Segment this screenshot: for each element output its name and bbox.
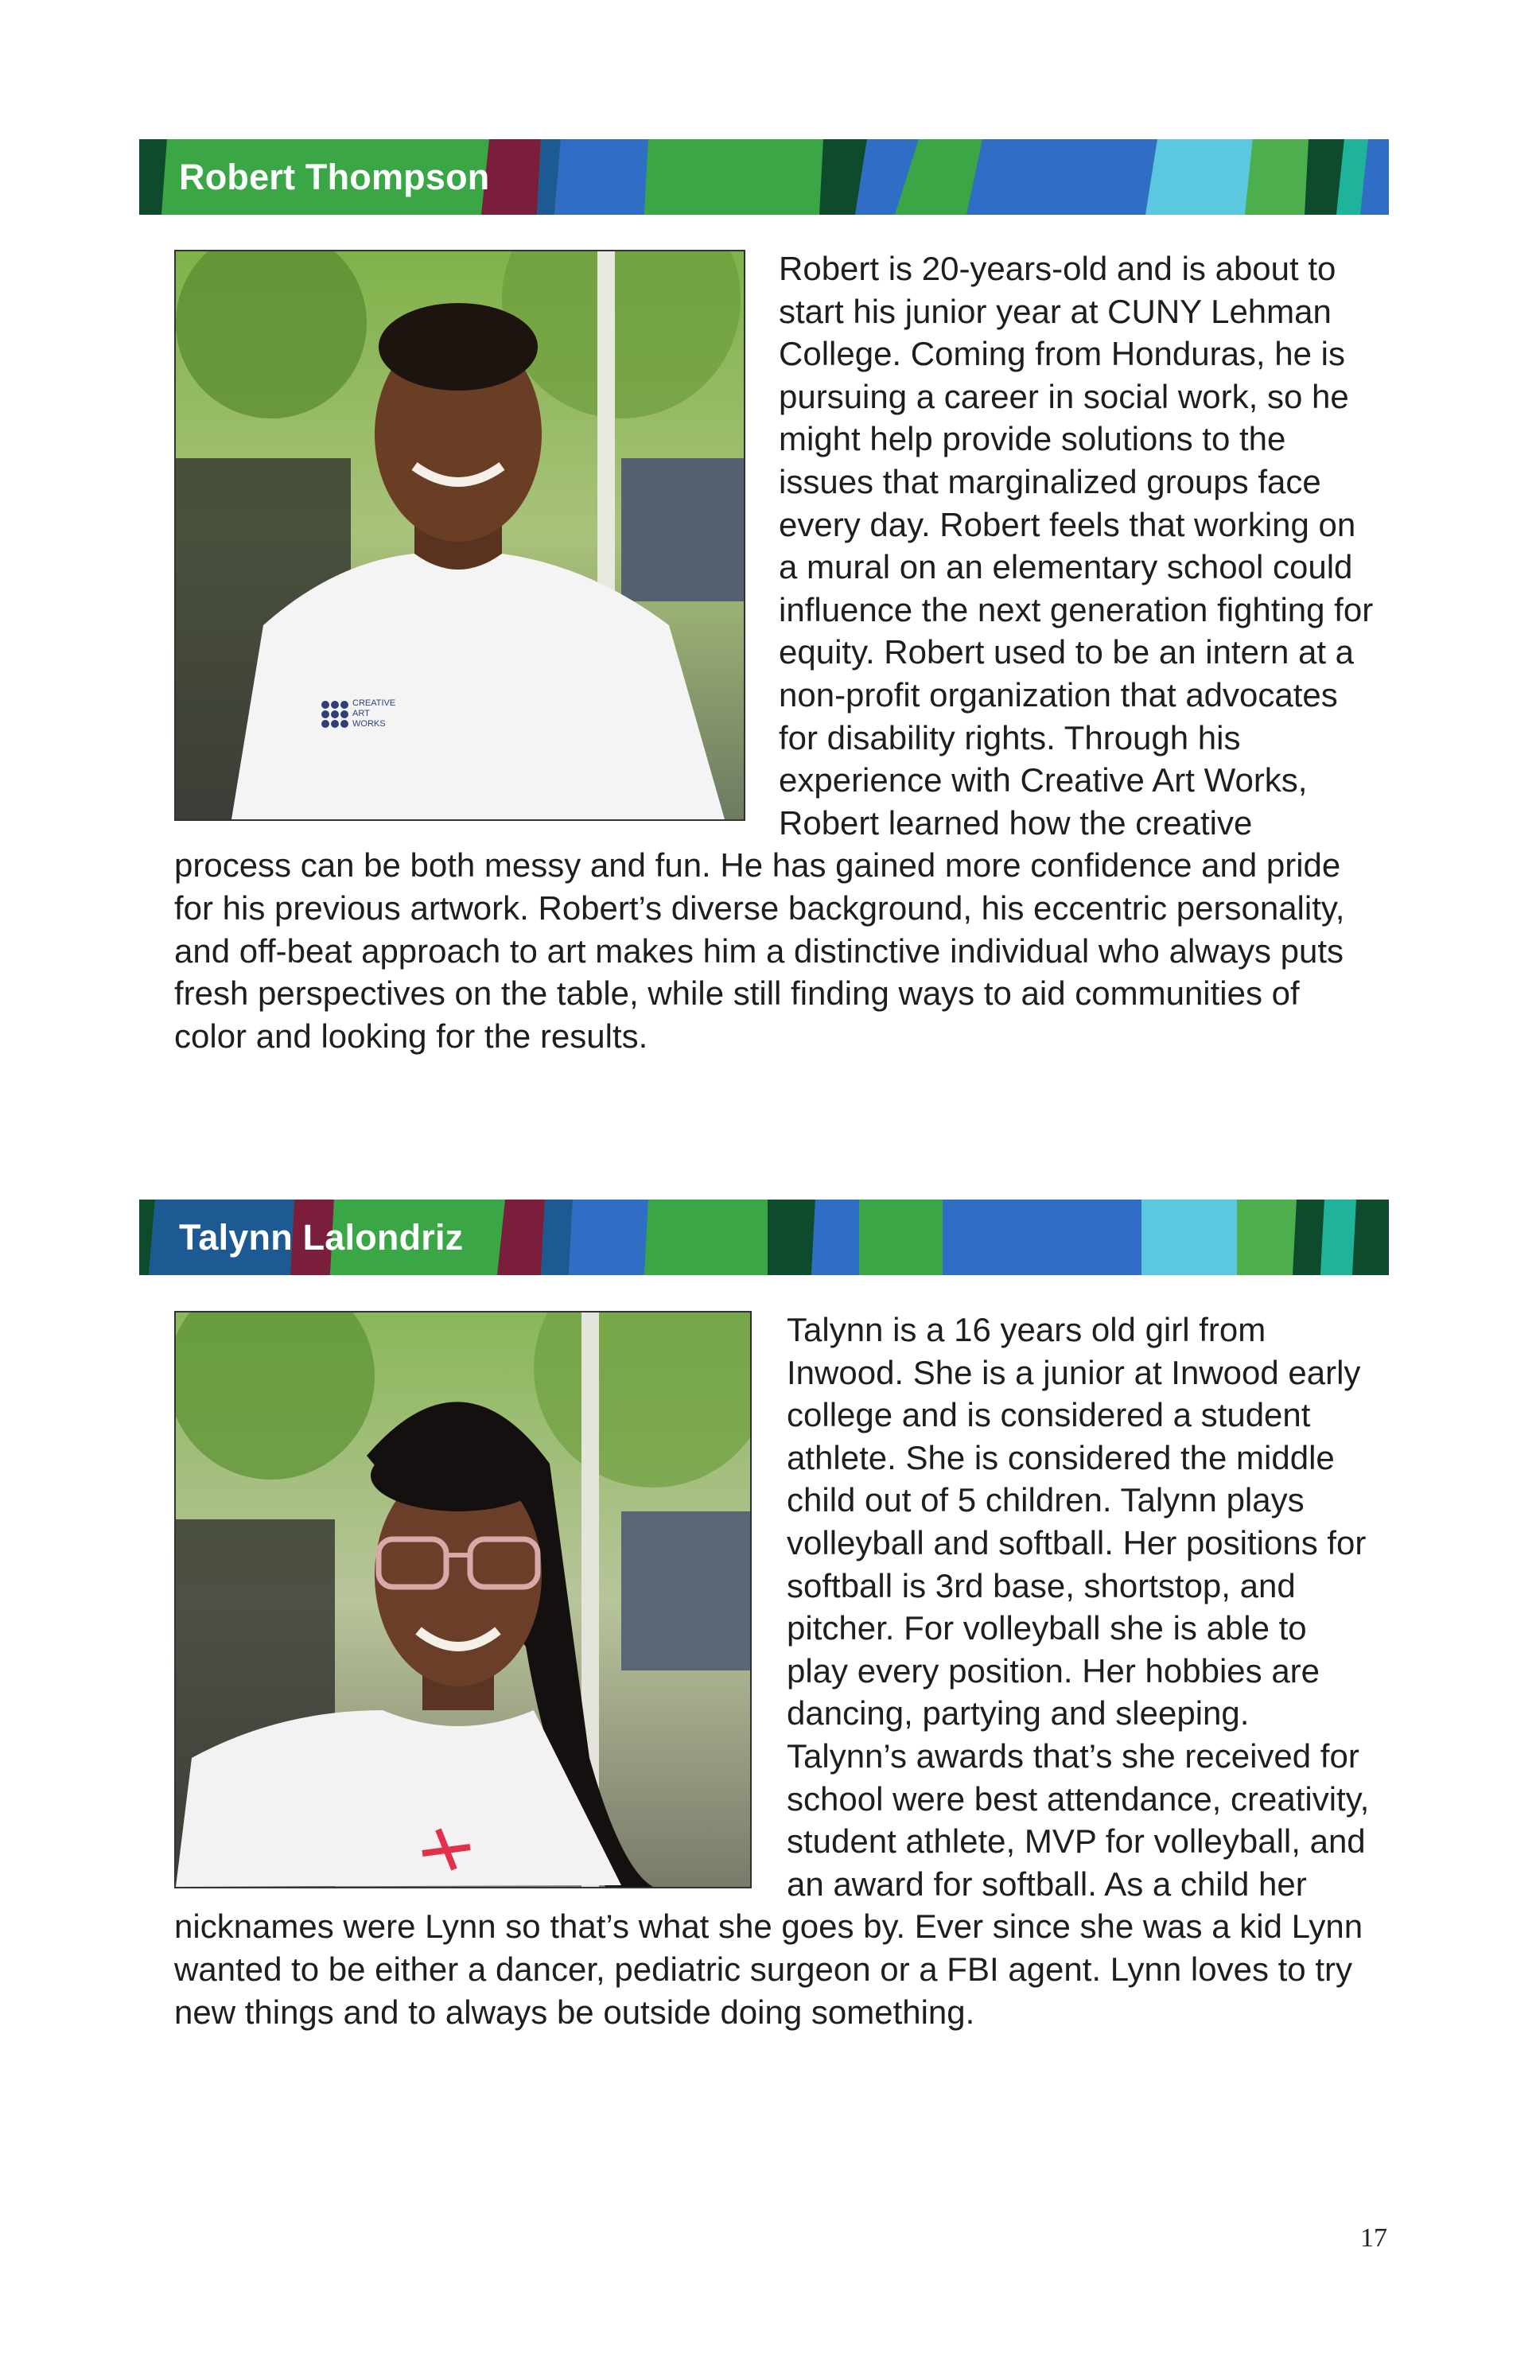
- svg-text:CREATIVE: CREATIVE: [352, 698, 396, 708]
- profile-name: Talynn Lalondriz: [179, 1217, 464, 1258]
- profile-name: Robert Thompson: [179, 157, 490, 197]
- profile-bio: Robert is 20-years-old and is about to start his junior year at CUNY Lehman College. Coming from Honduras, he is pursuing a career in social work, so he might help provide solutions to the issues that marginalized groups face every day. Robert feels that working on a mural on an elementary school could influence the next generation fighting for equity. Robert used to be an intern at a non-profit organization that advocates for disability rights. Through his experience with Creative Art Works, Robert learned how the creative process can be both messy and fun. He has gained more confidence and pride for his previous artwork. Robert’s diverse background, his eccentric personality, and off-beat approach to art makes him a distinctive individual who always puts fresh perspectives on the table, while still finding ways to aid communities of color and looking for the results.: [174, 250, 1374, 1055]
- profile-banner-talynn: [139, 1200, 1389, 1275]
- profile-banner-robert: [139, 139, 1389, 215]
- svg-text:ART: ART: [352, 709, 370, 718]
- profile-bio: Talynn is a 16 years old girl from Inwood. She is a junior at Inwood early college and is considered a student athlete. She is considered the middle child out of 5 children. Talynn plays volleyball and softball. Her positions for softball is 3rd base, shortstop, and pitcher. For volleyball she is able to play every position. Her hobbies are dancing, partying and sleeping. Talynn’s awards that’s she received for school were best attendance, creativity, student athlete, MVP for volleyball, and an award for softball. As a child her nicknames were Lynn so that’s what she goes by. Ever since she was a kid Lynn wanted to be either a dancer, pediatric surgeon or a FBI agent. Lynn loves to try new things and to always be outside doing something.: [174, 1311, 1370, 2031]
- svg-text:WORKS: WORKS: [352, 719, 386, 729]
- page-number: 17: [1360, 2223, 1387, 2253]
